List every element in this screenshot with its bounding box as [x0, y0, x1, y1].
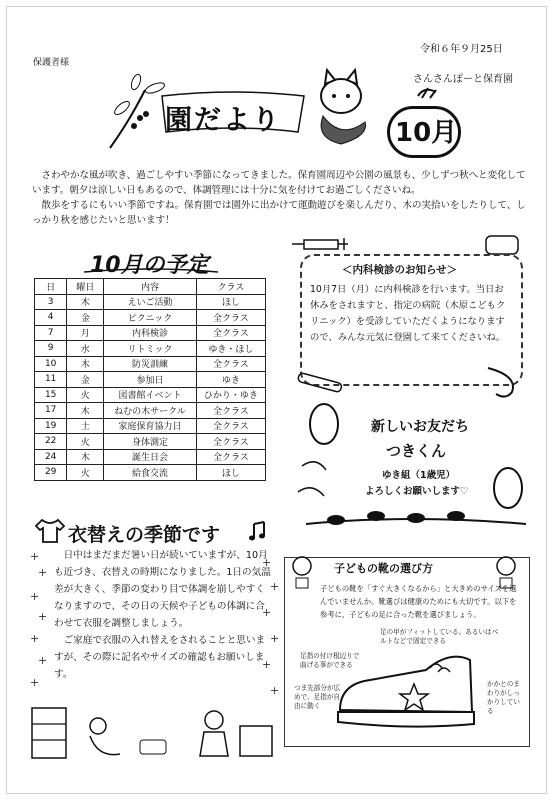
- new-friend-heading: 新しいお友だち: [371, 419, 469, 435]
- schedule-weekday: 水: [67, 341, 104, 357]
- schedule-weekday: 火: [67, 465, 104, 481]
- plus-decoration: +: [30, 676, 40, 689]
- schedule-class: 全クラス: [196, 325, 265, 341]
- music-notes-icon: [246, 520, 278, 544]
- plus-decoration: +: [38, 654, 48, 667]
- schedule-day: 3: [35, 294, 67, 310]
- plus-decoration: +: [38, 566, 48, 579]
- shoes-label-toe: 足指の付け根辺りで曲げる事ができる: [300, 652, 360, 669]
- schedule-class: ゆき・ほし: [196, 341, 265, 357]
- schedule-event: 誕生日会: [104, 449, 196, 465]
- schedule-weekday: 月: [67, 325, 104, 341]
- schedule-row: [35, 418, 266, 434]
- shoes-label-heel: かかとのまわりがしっかりしている: [487, 680, 520, 715]
- schedule-class: 全クラス: [196, 449, 265, 465]
- clothing-paragraph-1: 日中はまだまだ暑い日が続いていますが、10月も近づき、衣替えの時期になりました。1日の気温差が大きく、季節の変わり目で体調を崩しやすくなりますので、その日の天候や子どもの体調に合わせて衣服を調整しましょう。: [54, 550, 271, 629]
- plus-decoration: +: [262, 606, 272, 619]
- plus-decoration: +: [262, 658, 272, 671]
- schedule-day: 24: [35, 449, 67, 465]
- schedule-row: [35, 449, 266, 465]
- schedule-weekday: 金: [67, 372, 104, 388]
- plus-decoration: +: [30, 590, 40, 603]
- schedule-class: 全クラス: [196, 403, 265, 419]
- plus-decoration: +: [270, 684, 280, 697]
- clothes-storage-illustration: [28, 700, 278, 762]
- schedule-class: 全クラス: [196, 418, 265, 434]
- intro-message: [32, 168, 527, 228]
- schedule-day: 9: [35, 341, 67, 357]
- schedule-day: 15: [35, 387, 67, 403]
- schedule-row: [35, 434, 266, 450]
- plus-decoration: +: [30, 550, 40, 563]
- schedule-class: ひかり・ゆき: [196, 387, 265, 403]
- schedule-title: 10月の予定: [90, 253, 209, 278]
- shoes-label-instep: 足の甲がフィットしている。あるいはベルトなどで固定できる: [380, 628, 499, 645]
- schedule-class: 全クラス: [196, 310, 265, 326]
- schedule-weekday: 土: [67, 418, 104, 434]
- schedule-row: [35, 403, 266, 419]
- new-friend-greeting: よろしくお願いします♡: [365, 486, 469, 497]
- schedule-event: 参加日: [104, 372, 196, 388]
- schedule-event: 内科検診: [104, 325, 196, 341]
- schedule-table: [34, 278, 266, 481]
- schedule-row: [35, 387, 266, 403]
- plus-decoration: +: [30, 632, 40, 645]
- title-banner: [158, 90, 308, 136]
- schedule-row: [35, 310, 266, 326]
- schedule-weekday: 火: [67, 434, 104, 450]
- schedule-event: 家庭保育協力日: [104, 418, 196, 434]
- schedule-header-day: 日: [35, 279, 67, 295]
- schedule-weekday: 木: [67, 294, 104, 310]
- schedule-day: 10: [35, 356, 67, 372]
- schedule-day: 19: [35, 418, 67, 434]
- recipient: 保護者様: [33, 58, 70, 68]
- schedule-header-class: クラス: [196, 279, 265, 295]
- schedule-event: 身体測定: [104, 434, 196, 450]
- schedule-event: えいご活動: [104, 294, 196, 310]
- schedule-class: ほし: [196, 465, 265, 481]
- cat-leaves-illustration: [305, 66, 380, 148]
- new-friend-class: ゆき組（1歳児）: [382, 470, 456, 481]
- schedule-row: [35, 325, 266, 341]
- intro-paragraph-2: 散歩をするにもいい季節ですね。保育園では園外に出かけて運動遊びを楽しんだり、木の実拾いをしたりして、しっかり秋を感じたいと思います！: [32, 200, 526, 226]
- schedule-event: ピクニック: [104, 310, 196, 326]
- schedule-row: [35, 465, 266, 481]
- shirt-icon: [34, 518, 66, 544]
- schedule-event: 図書館イベント: [104, 387, 196, 403]
- plus-decoration: +: [270, 632, 280, 645]
- schedule-weekday: 金: [67, 310, 104, 326]
- notice-title: ＜内科検診のお知らせ＞: [342, 264, 458, 276]
- schedule-header-row: [35, 279, 266, 295]
- clothing-body: [54, 547, 274, 683]
- schedule-event: 給食交流: [104, 465, 196, 481]
- schedule-row: [35, 294, 266, 310]
- schedule-row: [35, 341, 266, 357]
- shoes-label-tip: つま先部分が広めで、足指が自由に動く: [294, 684, 341, 710]
- schedule-row: [35, 372, 266, 388]
- plus-decoration: +: [38, 610, 48, 623]
- schedule-class: 全クラス: [196, 434, 265, 450]
- schedule-weekday: 火: [67, 387, 104, 403]
- schedule-day: 11: [35, 372, 67, 388]
- schedule-header-weekday: 曜日: [67, 279, 104, 295]
- new-friend-name: つきくん: [386, 442, 447, 460]
- schedule-header-content: 内容: [104, 279, 196, 295]
- plus-decoration: +: [270, 580, 280, 593]
- month-badge: 10月: [395, 118, 458, 148]
- schedule-day: 29: [35, 465, 67, 481]
- schedule-class: ゆき: [196, 372, 265, 388]
- schedule-row: [35, 356, 266, 372]
- clothing-paragraph-2: ご家庭で衣服の入れ替えをされることと思いますが、その際に記名やサイズの確認もお願いします。: [54, 635, 266, 680]
- schedule-weekday: 木: [67, 403, 104, 419]
- plus-decoration: +: [262, 556, 272, 569]
- schedule-day: 17: [35, 403, 67, 419]
- schedule-day: 4: [35, 310, 67, 326]
- schedule-event: 防災訓練: [104, 356, 196, 372]
- schedule-event: リトミック: [104, 341, 196, 357]
- sender: さんさんぽーと保育園: [413, 74, 513, 85]
- clothing-title: 衣替えの季節です: [68, 524, 221, 546]
- schedule-day: 22: [35, 434, 67, 450]
- schedule-class: ほし: [196, 294, 265, 310]
- schedule-day: 7: [35, 325, 67, 341]
- schedule-weekday: 木: [67, 449, 104, 465]
- issue-date: 令和６年９月25日: [420, 44, 503, 55]
- shoes-body: 子どもの靴を「すぐ大きくなるから」と大きめのサイズを選んでいませんか。靴選びは健康のためにも大切です。以下を参考に、子どもの足に合った靴を選びましょう。: [320, 584, 517, 619]
- intro-paragraph-1: さわやかな風が吹き、過ごしやすい季節になってきました。保育園周辺や公園の風景も、少しずつ秋へと変化しています。朝夕は涼しい日もあるので、体調管理には十分に気を付けてお過ごしくださいね。: [32, 170, 526, 196]
- schedule-weekday: 木: [67, 356, 104, 372]
- shoes-title: 子どもの靴の選び方: [334, 562, 433, 575]
- schedule-class: 全クラス: [196, 356, 265, 372]
- notice-body: 10月7日（月）に内科検診を行います。当日お休みをされますと、指定の病院（木原こどもクリニック）を受診していただくようになりますので、みんな元気に登園して来てくださいね。: [310, 284, 506, 343]
- newsletter-title: 園だより: [165, 105, 281, 136]
- schedule-event: ねむの木サークル: [104, 403, 196, 419]
